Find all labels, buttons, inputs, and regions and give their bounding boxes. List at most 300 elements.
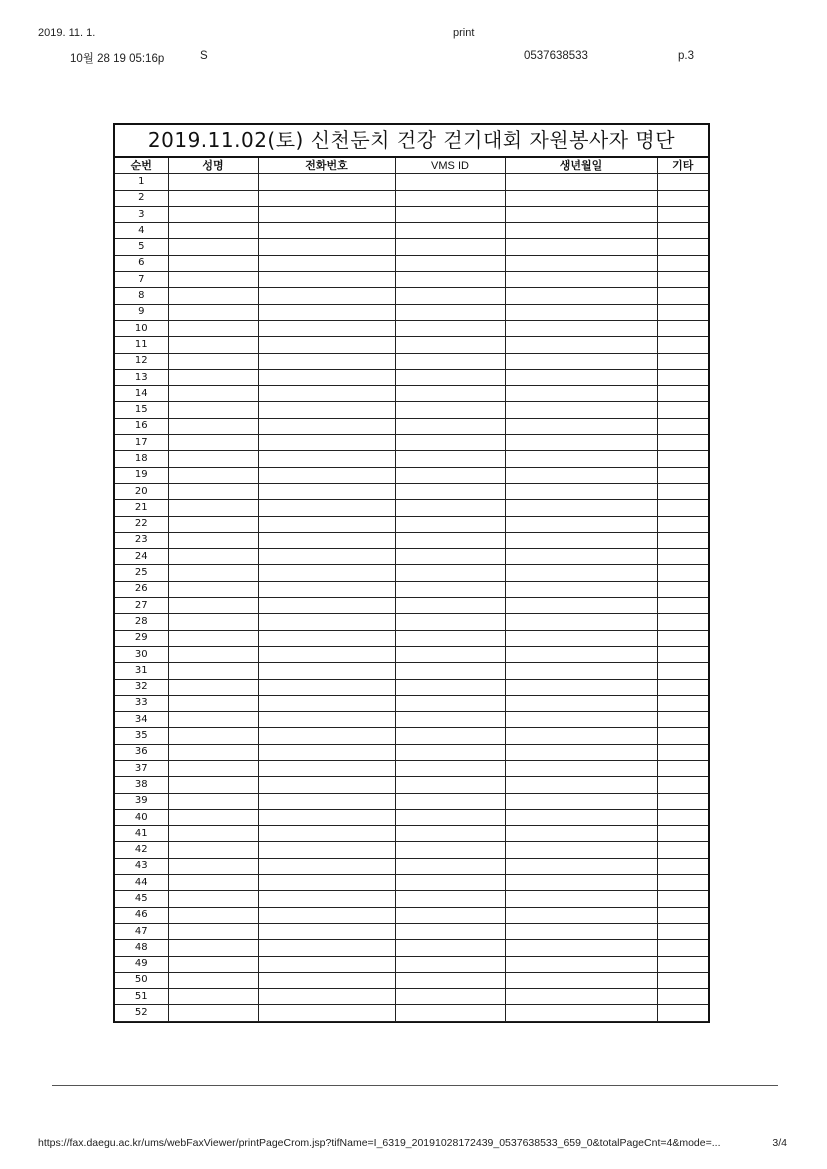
other-cell xyxy=(657,581,708,597)
phone-cell xyxy=(258,272,395,288)
vms-id-cell xyxy=(395,288,505,304)
phone-cell xyxy=(258,353,395,369)
name-cell xyxy=(168,826,258,842)
birthdate-cell xyxy=(505,598,657,614)
vms-id-cell xyxy=(395,712,505,728)
row-number: 41 xyxy=(115,826,168,842)
table-row xyxy=(115,712,708,728)
birthdate-cell xyxy=(505,239,657,255)
table-row xyxy=(115,858,708,874)
other-cell xyxy=(657,435,708,451)
birthdate-cell xyxy=(505,940,657,956)
other-cell xyxy=(657,728,708,744)
row-number: 20 xyxy=(115,483,168,499)
row-number: 29 xyxy=(115,630,168,646)
birthdate-cell xyxy=(505,663,657,679)
vms-id-cell xyxy=(395,549,505,565)
other-cell xyxy=(657,483,708,499)
row-number: 25 xyxy=(115,565,168,581)
birthdate-cell xyxy=(505,386,657,402)
vms-id-cell xyxy=(395,598,505,614)
vms-id-cell xyxy=(395,516,505,532)
fax-header xyxy=(70,50,767,64)
name-cell xyxy=(168,679,258,695)
column-header-number: 순번 xyxy=(115,158,168,174)
vms-id-cell xyxy=(395,369,505,385)
phone-cell xyxy=(258,223,395,239)
birthdate-cell xyxy=(505,190,657,206)
vms-id-cell xyxy=(395,223,505,239)
fax-number: 0537638533 xyxy=(524,50,588,62)
birthdate-cell xyxy=(505,744,657,760)
other-cell xyxy=(657,353,708,369)
name-cell xyxy=(168,940,258,956)
other-cell xyxy=(657,875,708,891)
phone-cell xyxy=(258,760,395,776)
birthdate-cell xyxy=(505,809,657,825)
phone-cell xyxy=(258,500,395,516)
print-header xyxy=(38,27,789,41)
vms-id-cell xyxy=(395,972,505,988)
row-number: 15 xyxy=(115,402,168,418)
table-row xyxy=(115,386,708,402)
table-row xyxy=(115,940,708,956)
name-cell xyxy=(168,369,258,385)
name-cell xyxy=(168,858,258,874)
row-number: 19 xyxy=(115,467,168,483)
table-row xyxy=(115,760,708,776)
row-number: 12 xyxy=(115,353,168,369)
name-cell xyxy=(168,418,258,434)
other-cell xyxy=(657,989,708,1005)
footer-page-count: 3/4 xyxy=(772,1137,787,1149)
name-cell xyxy=(168,1005,258,1021)
name-cell xyxy=(168,744,258,760)
phone-cell xyxy=(258,989,395,1005)
phone-cell xyxy=(258,793,395,809)
vms-id-cell xyxy=(395,679,505,695)
other-cell xyxy=(657,760,708,776)
phone-cell xyxy=(258,598,395,614)
table-row xyxy=(115,418,708,434)
birthdate-cell xyxy=(505,956,657,972)
phone-cell xyxy=(258,386,395,402)
other-cell xyxy=(657,695,708,711)
vms-id-cell xyxy=(395,875,505,891)
table-row xyxy=(115,842,708,858)
phone-cell xyxy=(258,239,395,255)
birthdate-cell xyxy=(505,760,657,776)
other-cell xyxy=(657,956,708,972)
name-cell xyxy=(168,239,258,255)
other-cell xyxy=(657,337,708,353)
row-number: 31 xyxy=(115,663,168,679)
other-cell xyxy=(657,516,708,532)
birthdate-cell xyxy=(505,1005,657,1021)
print-date: 2019. 11. 1. xyxy=(38,27,96,39)
row-number: 10 xyxy=(115,320,168,336)
other-cell xyxy=(657,1005,708,1021)
table-row xyxy=(115,272,708,288)
row-number: 44 xyxy=(115,875,168,891)
phone-cell xyxy=(258,206,395,222)
birthdate-cell xyxy=(505,891,657,907)
other-cell xyxy=(657,190,708,206)
vms-id-cell xyxy=(395,174,505,190)
table-row xyxy=(115,989,708,1005)
birthdate-cell xyxy=(505,972,657,988)
birthdate-cell xyxy=(505,549,657,565)
table-row xyxy=(115,598,708,614)
vms-id-cell xyxy=(395,728,505,744)
birthdate-cell xyxy=(505,255,657,271)
column-header-name: 성명 xyxy=(168,158,258,174)
table-row xyxy=(115,956,708,972)
other-cell xyxy=(657,630,708,646)
name-cell xyxy=(168,272,258,288)
birthdate-cell xyxy=(505,793,657,809)
roster-body xyxy=(115,174,708,1021)
birthdate-cell xyxy=(505,288,657,304)
other-cell xyxy=(657,907,708,923)
row-number: 5 xyxy=(115,239,168,255)
other-cell xyxy=(657,288,708,304)
vms-id-cell xyxy=(395,255,505,271)
phone-cell xyxy=(258,581,395,597)
other-cell xyxy=(657,223,708,239)
birthdate-cell xyxy=(505,500,657,516)
name-cell xyxy=(168,435,258,451)
table-row xyxy=(115,402,708,418)
birthdate-cell xyxy=(505,483,657,499)
column-header-vms-id: VMS ID xyxy=(395,158,505,174)
other-cell xyxy=(657,239,708,255)
other-cell xyxy=(657,663,708,679)
vms-id-cell xyxy=(395,940,505,956)
phone-cell xyxy=(258,875,395,891)
vms-id-cell xyxy=(395,353,505,369)
other-cell xyxy=(657,809,708,825)
birthdate-cell xyxy=(505,223,657,239)
name-cell xyxy=(168,304,258,320)
birthdate-cell xyxy=(505,646,657,662)
name-cell xyxy=(168,549,258,565)
name-cell xyxy=(168,663,258,679)
other-cell xyxy=(657,793,708,809)
table-row xyxy=(115,695,708,711)
phone-cell xyxy=(258,646,395,662)
table-row xyxy=(115,581,708,597)
other-cell xyxy=(657,402,708,418)
table-row xyxy=(115,891,708,907)
other-cell xyxy=(657,451,708,467)
row-number: 26 xyxy=(115,581,168,597)
row-number: 27 xyxy=(115,598,168,614)
row-number: 9 xyxy=(115,304,168,320)
name-cell xyxy=(168,483,258,499)
phone-cell xyxy=(258,744,395,760)
vms-id-cell xyxy=(395,777,505,793)
other-cell xyxy=(657,532,708,548)
table-row xyxy=(115,435,708,451)
row-number: 18 xyxy=(115,451,168,467)
other-cell xyxy=(657,679,708,695)
fax-timestamp: 10월 28 19 05:16p xyxy=(70,53,165,65)
table-row xyxy=(115,190,708,206)
table-row xyxy=(115,239,708,255)
name-cell xyxy=(168,174,258,190)
table-header-row xyxy=(115,158,708,174)
birthdate-cell xyxy=(505,532,657,548)
vms-id-cell xyxy=(395,744,505,760)
phone-cell xyxy=(258,842,395,858)
row-number: 39 xyxy=(115,793,168,809)
birthdate-cell xyxy=(505,581,657,597)
row-number: 6 xyxy=(115,255,168,271)
table-row xyxy=(115,500,708,516)
phone-cell xyxy=(258,695,395,711)
other-cell xyxy=(657,304,708,320)
vms-id-cell xyxy=(395,304,505,320)
vms-id-cell xyxy=(395,320,505,336)
birthdate-cell xyxy=(505,353,657,369)
name-cell xyxy=(168,875,258,891)
vms-id-cell xyxy=(395,956,505,972)
table-row xyxy=(115,369,708,385)
phone-cell xyxy=(258,972,395,988)
row-number: 36 xyxy=(115,744,168,760)
phone-cell xyxy=(258,777,395,793)
vms-id-cell xyxy=(395,695,505,711)
vms-id-cell xyxy=(395,842,505,858)
birthdate-cell xyxy=(505,923,657,939)
birthdate-cell xyxy=(505,206,657,222)
vms-id-cell xyxy=(395,630,505,646)
name-cell xyxy=(168,809,258,825)
row-number: 8 xyxy=(115,288,168,304)
table-row xyxy=(115,663,708,679)
name-cell xyxy=(168,288,258,304)
table-row xyxy=(115,532,708,548)
vms-id-cell xyxy=(395,858,505,874)
name-cell xyxy=(168,891,258,907)
vms-id-cell xyxy=(395,760,505,776)
phone-cell xyxy=(258,565,395,581)
table-row xyxy=(115,646,708,662)
phone-cell xyxy=(258,663,395,679)
other-cell xyxy=(657,549,708,565)
birthdate-cell xyxy=(505,402,657,418)
name-cell xyxy=(168,223,258,239)
table-row xyxy=(115,630,708,646)
birthdate-cell xyxy=(505,516,657,532)
phone-cell xyxy=(258,532,395,548)
other-cell xyxy=(657,826,708,842)
birthdate-cell xyxy=(505,272,657,288)
table-row xyxy=(115,875,708,891)
birthdate-cell xyxy=(505,304,657,320)
birthdate-cell xyxy=(505,614,657,630)
table-row xyxy=(115,206,708,222)
name-cell xyxy=(168,923,258,939)
volunteer-roster-table xyxy=(115,158,708,1022)
name-cell xyxy=(168,255,258,271)
row-number: 17 xyxy=(115,435,168,451)
table-row xyxy=(115,744,708,760)
birthdate-cell xyxy=(505,467,657,483)
row-number: 33 xyxy=(115,695,168,711)
table-row xyxy=(115,809,708,825)
row-number: 46 xyxy=(115,907,168,923)
table-row xyxy=(115,483,708,499)
table-row xyxy=(115,549,708,565)
name-cell xyxy=(168,630,258,646)
phone-cell xyxy=(258,320,395,336)
vms-id-cell xyxy=(395,386,505,402)
phone-cell xyxy=(258,255,395,271)
row-number: 3 xyxy=(115,206,168,222)
row-number: 52 xyxy=(115,1005,168,1021)
birthdate-cell xyxy=(505,418,657,434)
phone-cell xyxy=(258,483,395,499)
table-row xyxy=(115,337,708,353)
row-number: 37 xyxy=(115,760,168,776)
vms-id-cell xyxy=(395,923,505,939)
birthdate-cell xyxy=(505,630,657,646)
vms-id-cell xyxy=(395,1005,505,1021)
other-cell xyxy=(657,467,708,483)
row-number: 45 xyxy=(115,891,168,907)
table-row xyxy=(115,793,708,809)
other-cell xyxy=(657,500,708,516)
birthdate-cell xyxy=(505,320,657,336)
other-cell xyxy=(657,418,708,434)
name-cell xyxy=(168,353,258,369)
table-row xyxy=(115,516,708,532)
birthdate-cell xyxy=(505,989,657,1005)
row-number: 22 xyxy=(115,516,168,532)
name-cell xyxy=(168,956,258,972)
birthdate-cell xyxy=(505,712,657,728)
phone-cell xyxy=(258,614,395,630)
vms-id-cell xyxy=(395,614,505,630)
row-number: 43 xyxy=(115,858,168,874)
other-cell xyxy=(657,940,708,956)
name-cell xyxy=(168,206,258,222)
phone-cell xyxy=(258,369,395,385)
phone-cell xyxy=(258,288,395,304)
birthdate-cell xyxy=(505,337,657,353)
other-cell xyxy=(657,972,708,988)
name-cell xyxy=(168,516,258,532)
name-cell xyxy=(168,467,258,483)
row-number: 30 xyxy=(115,646,168,662)
volunteer-roster-form xyxy=(113,123,710,1023)
row-number: 23 xyxy=(115,532,168,548)
name-cell xyxy=(168,532,258,548)
phone-cell xyxy=(258,940,395,956)
name-cell xyxy=(168,581,258,597)
table-row xyxy=(115,451,708,467)
column-header-phone: 전화번호 xyxy=(258,158,395,174)
name-cell xyxy=(168,777,258,793)
phone-cell xyxy=(258,826,395,842)
row-number: 13 xyxy=(115,369,168,385)
vms-id-cell xyxy=(395,402,505,418)
row-number: 21 xyxy=(115,500,168,516)
column-header-other: 기타 xyxy=(657,158,708,174)
row-number: 35 xyxy=(115,728,168,744)
table-row xyxy=(115,255,708,271)
other-cell xyxy=(657,386,708,402)
other-cell xyxy=(657,598,708,614)
birthdate-cell xyxy=(505,777,657,793)
other-cell xyxy=(657,744,708,760)
name-cell xyxy=(168,451,258,467)
row-number: 7 xyxy=(115,272,168,288)
phone-cell xyxy=(258,337,395,353)
other-cell xyxy=(657,206,708,222)
table-row xyxy=(115,679,708,695)
phone-cell xyxy=(258,435,395,451)
vms-id-cell xyxy=(395,418,505,434)
form-title: 2019.11.02(토) 신천둔치 건강 걷기대회 자원봉사자 명단 xyxy=(115,125,708,158)
birthdate-cell xyxy=(505,679,657,695)
phone-cell xyxy=(258,809,395,825)
phone-cell xyxy=(258,728,395,744)
vms-id-cell xyxy=(395,646,505,662)
name-cell xyxy=(168,646,258,662)
table-row xyxy=(115,174,708,190)
vms-id-cell xyxy=(395,206,505,222)
table-row xyxy=(115,320,708,336)
vms-id-cell xyxy=(395,581,505,597)
phone-cell xyxy=(258,679,395,695)
vms-id-cell xyxy=(395,809,505,825)
birthdate-cell xyxy=(505,907,657,923)
vms-id-cell xyxy=(395,435,505,451)
row-number: 40 xyxy=(115,809,168,825)
other-cell xyxy=(657,174,708,190)
other-cell xyxy=(657,646,708,662)
vms-id-cell xyxy=(395,239,505,255)
table-row xyxy=(115,923,708,939)
vms-id-cell xyxy=(395,891,505,907)
row-number: 11 xyxy=(115,337,168,353)
row-number: 48 xyxy=(115,940,168,956)
vms-id-cell xyxy=(395,565,505,581)
birthdate-cell xyxy=(505,858,657,874)
table-row xyxy=(115,728,708,744)
phone-cell xyxy=(258,190,395,206)
name-cell xyxy=(168,842,258,858)
other-cell xyxy=(657,858,708,874)
phone-cell xyxy=(258,923,395,939)
name-cell xyxy=(168,386,258,402)
name-cell xyxy=(168,320,258,336)
table-row xyxy=(115,467,708,483)
phone-cell xyxy=(258,451,395,467)
table-row xyxy=(115,565,708,581)
fax-sender-mark: S xyxy=(200,50,208,62)
phone-cell xyxy=(258,858,395,874)
name-cell xyxy=(168,728,258,744)
other-cell xyxy=(657,255,708,271)
phone-cell xyxy=(258,907,395,923)
vms-id-cell xyxy=(395,467,505,483)
phone-cell xyxy=(258,418,395,434)
vms-id-cell xyxy=(395,272,505,288)
